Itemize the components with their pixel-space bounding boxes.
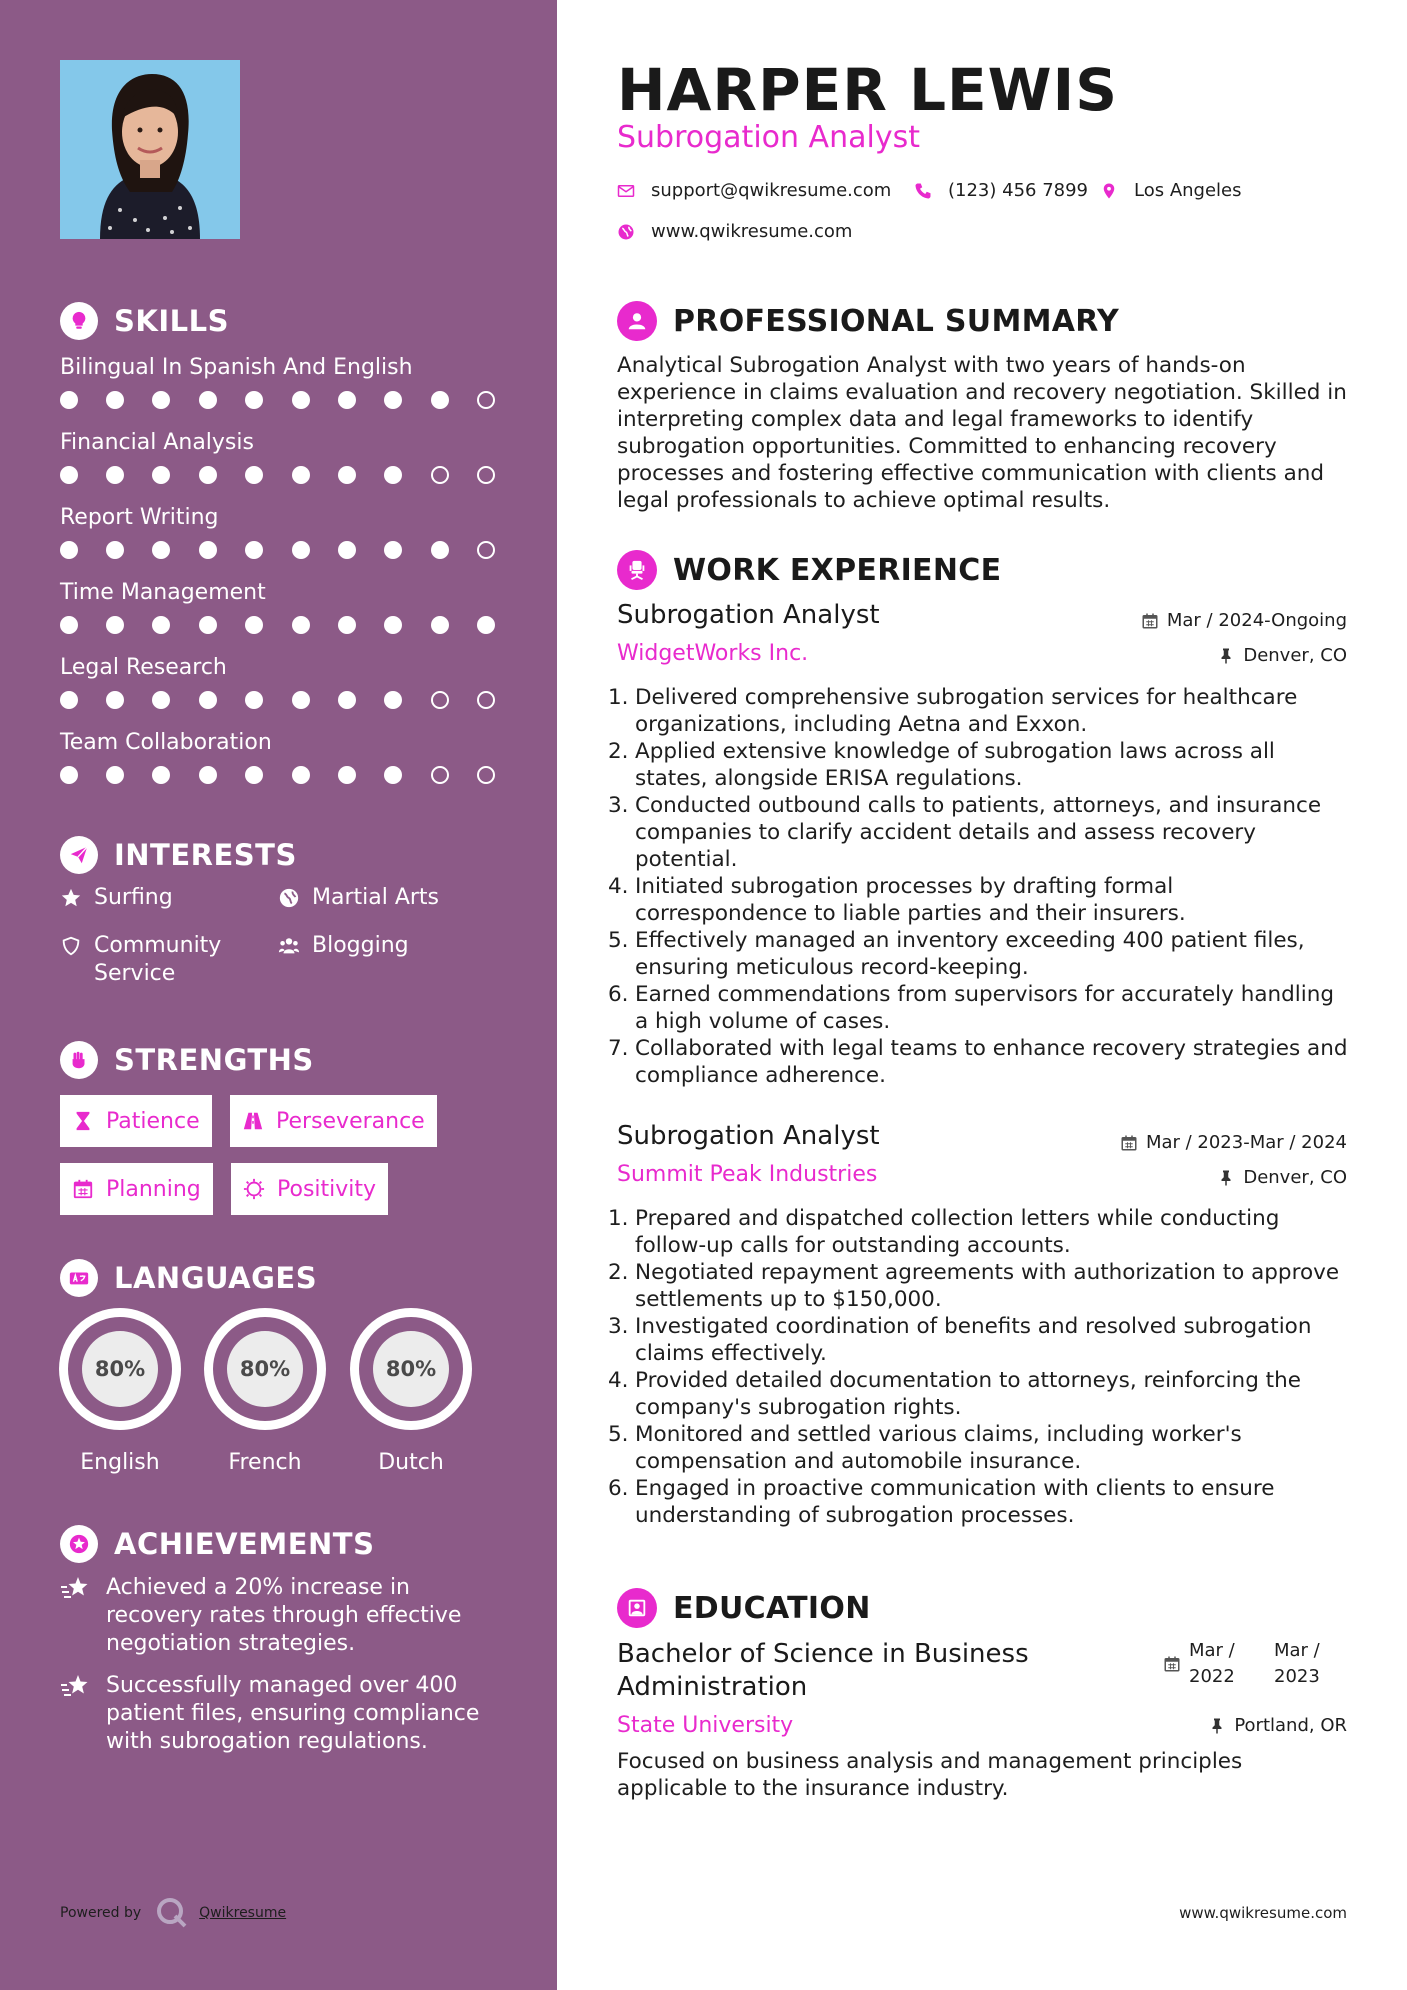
rating-dot-filled — [245, 616, 263, 634]
summary-text: Analytical Subrogation Analyst with two years of hands-on experience in claims evaluation and recovery negotiation. Skilled in interpreting complex data and legal frameworks to identify subrogation opportunities. Committed to enhancing recovery processes and fostering effective communication with clients and legal professionals to achieve optimal results. — [617, 353, 1347, 513]
contact-website-text[interactable]: www.qwikresume.com — [651, 221, 853, 242]
interest-label: Martial Arts — [312, 885, 440, 910]
job-bullet — [608, 1205, 1348, 1259]
rating-dot-filled — [199, 466, 217, 484]
calendar-icon — [1141, 612, 1159, 630]
bullet-number: 1. — [608, 1206, 629, 1231]
education-location-text: Portland, OR — [1234, 1715, 1347, 1736]
rating-dot-filled — [338, 541, 356, 559]
bullet-number: 7. — [608, 1036, 629, 1061]
language-ring — [350, 1308, 472, 1430]
strength-label: Patience — [106, 1108, 200, 1134]
language-percent: 80% — [373, 1331, 449, 1407]
language-name: Dutch — [378, 1450, 444, 1475]
rating-dot-filled — [106, 541, 124, 559]
envelope-icon — [617, 182, 635, 200]
language-name: English — [80, 1450, 160, 1475]
shooting-star-icon — [60, 1574, 92, 1602]
achievement-text: Achieved a 20% increase in recovery rates through effective negotiation strategies. — [106, 1575, 462, 1656]
rating-dot-filled — [384, 541, 402, 559]
bullet-number: 3. — [608, 1314, 629, 1339]
bullet-text: Effectively managed an inventory exceeding 400 patient files, ensuring meticulous record-keeping. — [635, 928, 1305, 980]
job-company: Summit Peak Industries — [617, 1162, 878, 1187]
rating-dot-filled — [60, 691, 78, 709]
skill-rating — [60, 614, 500, 636]
job-location — [1217, 1167, 1347, 1188]
rating-dot-filled — [245, 391, 263, 409]
rating-dot-filled — [152, 466, 170, 484]
achievements-heading-text: ACHIEVEMENTS — [114, 1527, 375, 1561]
rating-dot-empty — [431, 766, 449, 784]
job-location-text: Denver, CO — [1243, 645, 1347, 666]
education-end-date: Mar / 2023 — [1274, 1640, 1320, 1687]
bullet-number: 6. — [608, 1476, 629, 1501]
bullet-text: Delivered comprehensive subrogation services for healthcare organizations, including Aetna and Exxon. — [635, 685, 1298, 737]
skill-rating — [60, 689, 500, 711]
bullet-text: Prepared and dispatched collection letters while conducting follow-up calls for outstanding accounts. — [635, 1206, 1280, 1258]
job-bullet — [608, 1421, 1348, 1475]
language-ring — [59, 1308, 181, 1430]
rating-dot-filled — [106, 691, 124, 709]
star-icon — [60, 884, 82, 912]
rating-dot-filled — [245, 541, 263, 559]
candidate-title: Subrogation Analyst — [617, 120, 920, 155]
job-bullet — [608, 1367, 1348, 1421]
rating-dot-filled — [199, 391, 217, 409]
skills-heading-text: SKILLS — [114, 304, 229, 338]
bullet-text: Earned commendations from supervisors for accurately handling a high volume of cases. — [635, 982, 1334, 1034]
job-title: Subrogation Analyst — [617, 600, 880, 630]
rating-dot-filled — [292, 616, 310, 634]
bullet-number: 5. — [608, 928, 629, 953]
rating-dot-filled — [60, 766, 78, 784]
job-bullet — [608, 1035, 1348, 1089]
contact-phone[interactable] — [914, 180, 1088, 201]
skill-item — [60, 351, 500, 411]
rating-dot-filled — [199, 766, 217, 784]
rating-dot-filled — [60, 391, 78, 409]
rating-dot-filled — [152, 391, 170, 409]
globe-icon — [278, 884, 300, 912]
strength-patience — [60, 1095, 212, 1147]
rating-dot-empty — [477, 541, 495, 559]
rating-dot-filled — [292, 541, 310, 559]
bullet-text: Initiated subrogation processes by drafting formal correspondence to liable parties and their insurers. — [635, 874, 1186, 926]
rating-dot-filled — [152, 766, 170, 784]
sun-icon — [243, 1178, 265, 1200]
pushpin-icon — [1217, 647, 1235, 665]
job-bullet — [608, 1259, 1348, 1313]
rating-dot-filled — [338, 391, 356, 409]
rating-dot-filled — [292, 466, 310, 484]
contact-location-text: Los Angeles — [1134, 180, 1242, 201]
bullet-number: 2. — [608, 1260, 629, 1285]
interest-label: Blogging — [312, 933, 409, 958]
sidebar — [0, 0, 557, 1990]
education-location — [1208, 1715, 1347, 1736]
graduate-icon — [617, 1588, 657, 1628]
fist-icon — [60, 1041, 98, 1079]
education-school: State University — [617, 1713, 794, 1738]
rating-dot-filled — [245, 466, 263, 484]
job-location-text: Denver, CO — [1243, 1167, 1347, 1188]
map-pin-icon — [1100, 182, 1118, 200]
education-start-date: Mar / 2022 — [1189, 1640, 1235, 1687]
job-bullet — [608, 792, 1348, 873]
contact-email-text[interactable]: support@qwikresume.com — [651, 180, 892, 201]
language-english — [59, 1308, 181, 1475]
pushpin-icon — [1217, 1169, 1235, 1187]
road-icon — [242, 1110, 264, 1132]
rating-dot-filled — [384, 766, 402, 784]
skill-name: Financial Analysis — [60, 430, 254, 455]
skill-item — [60, 576, 500, 636]
job-bullet — [608, 981, 1348, 1035]
language-percent: 80% — [82, 1331, 158, 1407]
bullet-number: 4. — [608, 874, 629, 899]
rating-dot-filled — [477, 616, 495, 634]
powered-by-label: Powered by — [60, 1905, 142, 1921]
rating-dot-filled — [292, 391, 310, 409]
strength-planning — [60, 1163, 213, 1215]
bullet-text: Engaged in proactive communication with clients to ensure understanding of subrogation processes. — [635, 1476, 1275, 1528]
skill-rating — [60, 389, 500, 411]
bullet-number: 3. — [608, 793, 629, 818]
languages-heading-text: LANGUAGES — [114, 1261, 318, 1295]
phone-icon — [914, 182, 932, 200]
achievement-text: Successfully managed over 400 patient files, ensuring compliance with subrogation regulations. — [106, 1673, 480, 1754]
bullet-text: Monitored and settled various claims, including worker's compensation and automobile insurance. — [635, 1422, 1242, 1474]
skill-rating — [60, 539, 500, 561]
user-icon — [617, 301, 657, 341]
profile-photo — [60, 60, 240, 239]
strength-label: Positivity — [277, 1176, 377, 1202]
profile-photo-image — [60, 60, 240, 239]
hourglass-icon — [72, 1110, 94, 1132]
bullet-number: 5. — [608, 1422, 629, 1447]
education-description: Focused on business analysis and management principles applicable to the insurance industry. — [617, 1749, 1243, 1801]
experience-heading — [617, 548, 1001, 592]
rating-dot-filled — [384, 466, 402, 484]
job-date-text: Mar / 2023-Mar / 2024 — [1145, 1132, 1347, 1153]
rating-dot-filled — [292, 691, 310, 709]
rating-dot-empty — [477, 766, 495, 784]
bullet-text: Provided detailed documentation to attorneys, reinforcing the company's subrogation rights. — [635, 1368, 1301, 1420]
strength-positivity — [231, 1163, 388, 1215]
rating-dot-filled — [60, 616, 78, 634]
summary-heading-text: PROFESSIONAL SUMMARY — [673, 303, 1120, 339]
lightbulb-icon — [60, 302, 98, 340]
skills-heading — [60, 301, 229, 341]
job-bullet — [608, 738, 1348, 792]
bullet-number: 4. — [608, 1368, 629, 1393]
job-date — [1141, 610, 1347, 631]
bullet-number: 6. — [608, 982, 629, 1007]
rating-dot-filled — [60, 541, 78, 559]
experience-heading-text: WORK EXPERIENCE — [673, 552, 1002, 588]
rating-dot-filled — [338, 616, 356, 634]
rating-dot-filled — [106, 766, 124, 784]
language-name: French — [228, 1450, 302, 1475]
rating-dot-empty — [477, 691, 495, 709]
office-chair-icon — [617, 550, 657, 590]
star-badge-icon — [60, 1525, 98, 1563]
bullet-text: Applied extensive knowledge of subrogation laws across all states, alongside ERISA regulations. — [635, 739, 1275, 791]
rating-dot-filled — [152, 691, 170, 709]
achievement-item — [60, 1574, 500, 1658]
rating-dot-empty — [477, 466, 495, 484]
qwikresume-link[interactable]: Qwikresume — [199, 1905, 287, 1921]
skill-name: Bilingual In Spanish And English — [60, 355, 413, 380]
skill-rating — [60, 764, 500, 786]
candidate-name: HARPER LEWIS — [617, 56, 1118, 124]
shooting-star-icon — [60, 1672, 92, 1700]
education-degree: Bachelor of Science in Business Administration — [617, 1639, 1029, 1702]
users-icon — [278, 932, 300, 960]
job-bullet — [608, 927, 1348, 981]
job-date — [1120, 1132, 1347, 1153]
education-heading-text: EDUCATION — [673, 1590, 871, 1626]
interests-heading — [60, 835, 297, 875]
interest-blogging — [278, 932, 409, 960]
rating-dot-filled — [431, 541, 449, 559]
bullet-text: Conducted outbound calls to patients, attorneys, and insurance companies to clarify accident details and assess recovery potential. — [635, 793, 1322, 872]
achievements-heading — [60, 1524, 374, 1564]
paper-plane-icon — [60, 836, 98, 874]
interest-surfing — [60, 884, 173, 912]
job-bullet — [608, 1475, 1348, 1529]
rating-dot-filled — [152, 616, 170, 634]
rating-dot-filled — [338, 766, 356, 784]
job-title: Subrogation Analyst — [617, 1121, 880, 1151]
calendar-icon — [72, 1178, 94, 1200]
skill-item — [60, 426, 500, 486]
bullet-number: 2. — [608, 739, 629, 764]
rating-dot-filled — [384, 391, 402, 409]
bullet-text: Collaborated with legal teams to enhance recovery strategies and compliance adherence. — [635, 1036, 1348, 1088]
interest-martial-arts — [278, 884, 439, 912]
job-bullets — [608, 684, 1348, 1089]
qwikresume-logo-icon — [155, 1896, 189, 1930]
footer-url[interactable]: www.qwikresume.com — [1179, 1904, 1347, 1922]
education-heading — [617, 1586, 871, 1630]
rating-dot-filled — [431, 391, 449, 409]
rating-dot-empty — [431, 691, 449, 709]
rating-dot-filled — [199, 616, 217, 634]
skill-item — [60, 651, 500, 711]
rating-dot-filled — [384, 616, 402, 634]
language-icon — [60, 1259, 98, 1297]
calendar-icon — [1120, 1134, 1138, 1152]
rating-dot-filled — [199, 541, 217, 559]
job-bullet — [608, 873, 1348, 927]
bullet-text: Investigated coordination of benefits and resolved subrogation claims effectively. — [635, 1314, 1312, 1366]
skill-item — [60, 501, 500, 561]
skill-rating — [60, 464, 500, 486]
rating-dot-filled — [431, 616, 449, 634]
language-ring — [204, 1308, 326, 1430]
strengths-heading — [60, 1040, 314, 1080]
interest-community-service — [60, 932, 260, 988]
bullet-text: Negotiated repayment agreements with authorization to approve settlements up to $150,000. — [635, 1260, 1340, 1312]
strength-label: Planning — [106, 1176, 201, 1202]
rating-dot-filled — [60, 466, 78, 484]
job-bullets — [608, 1205, 1348, 1529]
strength-label: Perseverance — [276, 1108, 425, 1134]
interest-label: Surfing — [94, 885, 173, 910]
summary-heading — [617, 299, 1119, 343]
interest-label: Community Service — [94, 933, 222, 986]
skill-name: Team Collaboration — [60, 730, 272, 755]
calendar-icon — [1163, 1655, 1181, 1673]
contact-phone-text[interactable]: (123) 456 7899 — [948, 180, 1089, 201]
rating-dot-empty — [477, 391, 495, 409]
rating-dot-filled — [384, 691, 402, 709]
skill-item — [60, 726, 500, 786]
job-location — [1217, 645, 1347, 666]
rating-dot-filled — [199, 691, 217, 709]
strengths-heading-text: STRENGTHS — [114, 1043, 314, 1077]
pushpin-icon — [1208, 1717, 1226, 1735]
language-percent: 80% — [227, 1331, 303, 1407]
contact-location — [1100, 180, 1242, 201]
rating-dot-filled — [106, 466, 124, 484]
rating-dot-filled — [292, 766, 310, 784]
strength-perseverance — [230, 1095, 437, 1147]
achievement-item — [60, 1672, 500, 1756]
job-bullet — [608, 684, 1348, 738]
globe-icon — [617, 223, 635, 241]
language-french — [204, 1308, 326, 1475]
contact-email[interactable] — [617, 180, 891, 201]
shield-icon — [60, 932, 82, 960]
job-company: WidgetWorks Inc. — [617, 641, 809, 666]
skill-name: Report Writing — [60, 505, 219, 530]
skill-name: Time Management — [60, 580, 266, 605]
interests-heading-text: INTERESTS — [114, 838, 297, 872]
rating-dot-filled — [245, 691, 263, 709]
job-date-text: Mar / 2024-Ongoing — [1166, 610, 1347, 631]
language-dutch — [350, 1308, 472, 1475]
rating-dot-filled — [338, 691, 356, 709]
rating-dot-filled — [338, 466, 356, 484]
rating-dot-filled — [106, 391, 124, 409]
rating-dot-filled — [106, 616, 124, 634]
rating-dot-empty — [431, 466, 449, 484]
job-bullet — [608, 1313, 1348, 1367]
contact-website[interactable] — [617, 221, 852, 242]
powered-by — [60, 1896, 286, 1930]
rating-dot-filled — [245, 766, 263, 784]
bullet-number: 1. — [608, 685, 629, 710]
skill-name: Legal Research — [60, 655, 227, 680]
languages-heading — [60, 1258, 317, 1298]
rating-dot-filled — [152, 541, 170, 559]
